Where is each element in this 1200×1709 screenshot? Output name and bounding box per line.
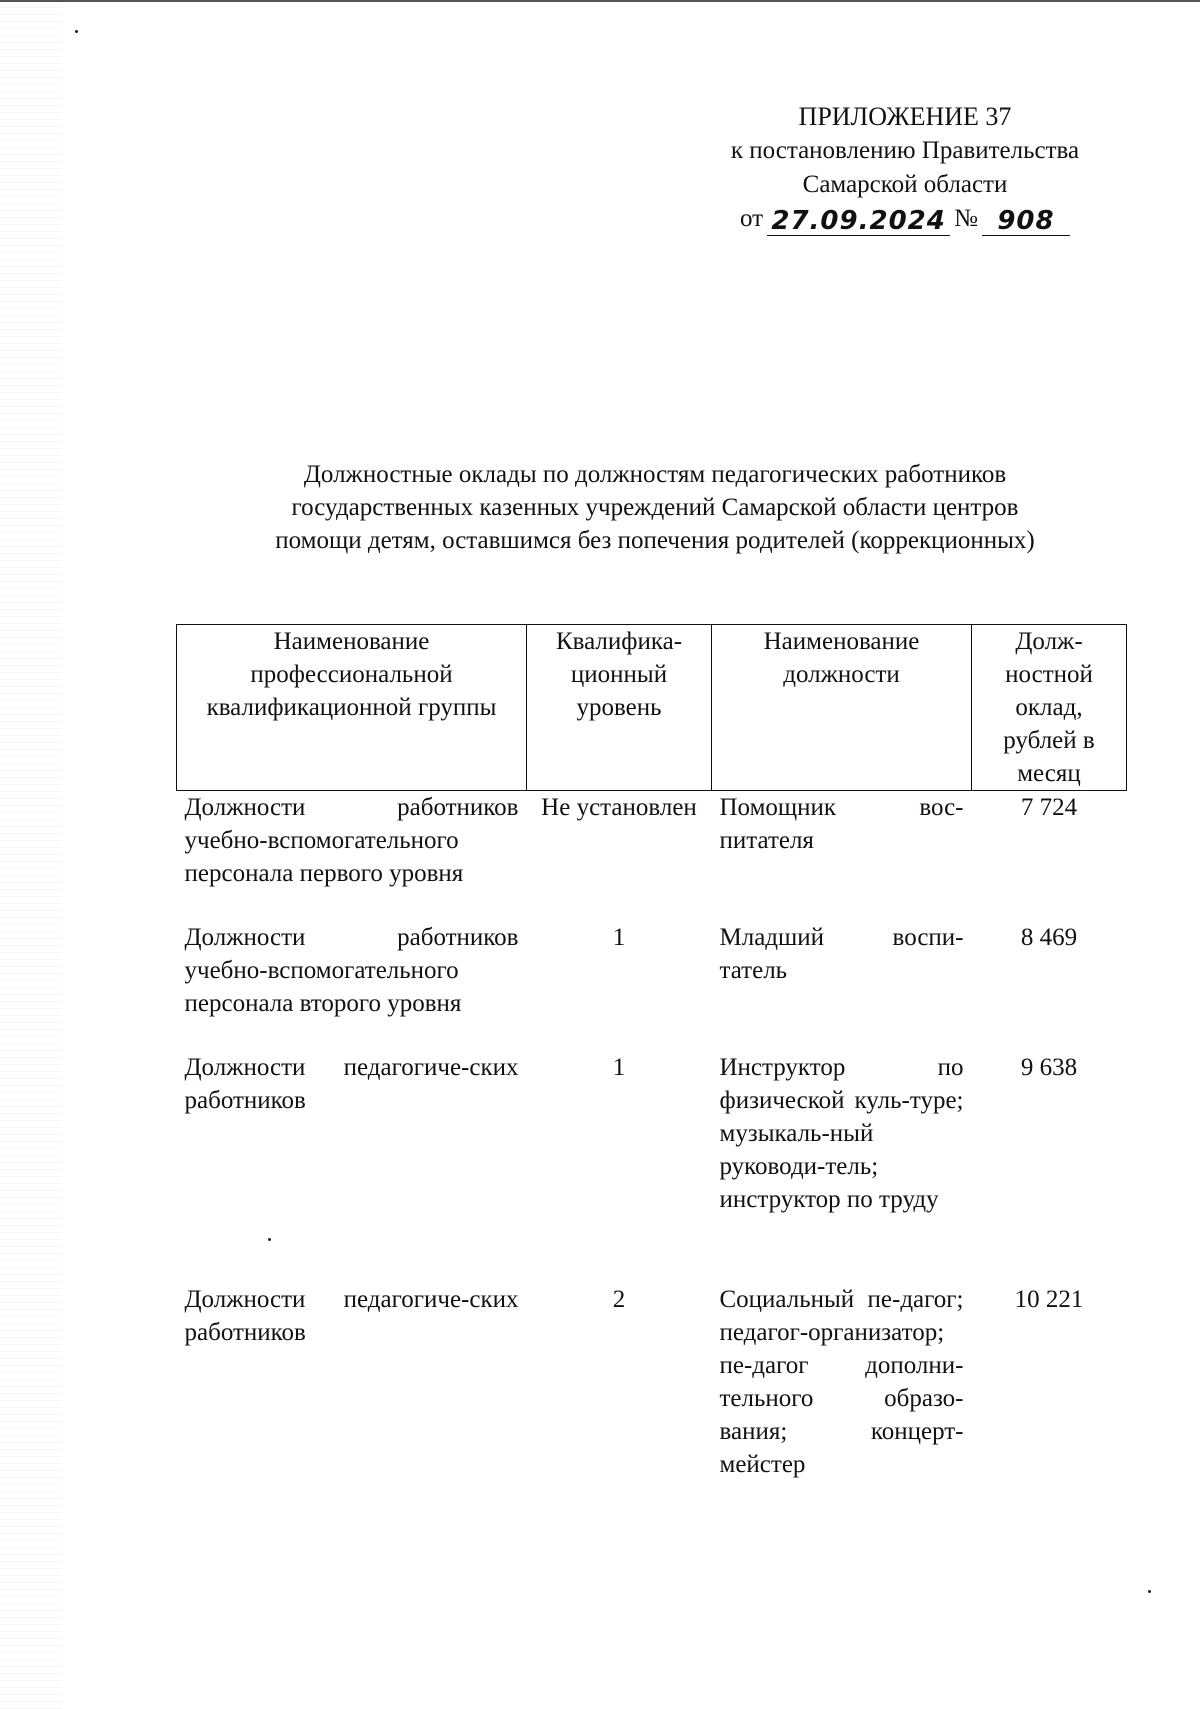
cell-group: Должности работников учебно-вспомогательного персонала первого уровня	[184, 794, 519, 887]
cell-group: Должности работников учебно-вспомогательного персонала второго уровня	[184, 923, 519, 1017]
header-position-name: Наименование должности	[712, 625, 972, 791]
document-title-line-3: помощи детям, оставшимся без попечения родителей (коррекционных)	[275, 527, 1035, 554]
cell-salary: 8 469	[1020, 923, 1078, 951]
handwritten-date: 27.09.2024	[767, 207, 950, 236]
scan-top-border	[0, 0, 1200, 2]
header-qualification-level: Квалифика-ционный уровень	[527, 625, 712, 791]
cell-group: Должности педагогиче-ских работников	[184, 1285, 519, 1346]
date-prefix: от	[740, 205, 764, 232]
table-row	[177, 1283, 1127, 1481]
scan-speck	[75, 30, 78, 33]
salary-table	[176, 624, 1127, 1481]
cell-salary: 7 724	[1020, 794, 1078, 821]
cell-position: Социальный пе-дагог; педагог-организатор; пе-дагог дополни-тельного образо-вания; концерт-мейстер	[719, 1285, 964, 1478]
scan-speck	[1148, 1590, 1151, 1593]
date-number-line	[740, 202, 1070, 236]
appendix-line-2: Самарской области	[802, 171, 1008, 198]
document-title-line-2: государственных казенных учреждений Самарской области центров	[291, 494, 1019, 521]
appendix-title: ПРИЛОЖЕНИЕ 37	[798, 102, 1012, 131]
cell-position: Инструктор по физической куль-туре; музыкаль-ный руководи-тель; инструктор по труду	[719, 1053, 964, 1213]
cell-level: 1	[612, 923, 626, 951]
scan-edge-noise	[0, 0, 62, 1709]
handwritten-number: 908	[982, 207, 1070, 236]
cell-level: 1	[612, 1053, 626, 1081]
header-qualification-group: Наименование профессиональной квалификационной группы	[177, 625, 527, 791]
document-title	[175, 458, 1135, 557]
number-prefix: №	[954, 205, 978, 232]
table-row	[177, 791, 1127, 921]
appendix-block	[690, 100, 1120, 236]
cell-salary: 9 638	[1020, 1053, 1078, 1081]
table-header-row	[177, 625, 1127, 791]
cell-position: Помощник вос-питателя	[719, 794, 964, 854]
cell-salary: 10 221	[1014, 1285, 1084, 1313]
cell-group: Должности педагогиче-ских работников	[184, 1053, 519, 1114]
document-title-line-1: Должностные оклады по должностям педагогических работников	[303, 461, 1007, 488]
appendix-line-1: к постановлению Правительства	[730, 137, 1080, 164]
cell-position: Младший воспи-татель	[719, 923, 964, 984]
cell-level: Не установлен	[541, 794, 697, 821]
cell-level: 2	[612, 1285, 626, 1313]
table-row	[177, 921, 1127, 1051]
header-salary: Долж-ностной оклад, рублей в месяц	[972, 625, 1127, 791]
table-row	[177, 1051, 1127, 1283]
